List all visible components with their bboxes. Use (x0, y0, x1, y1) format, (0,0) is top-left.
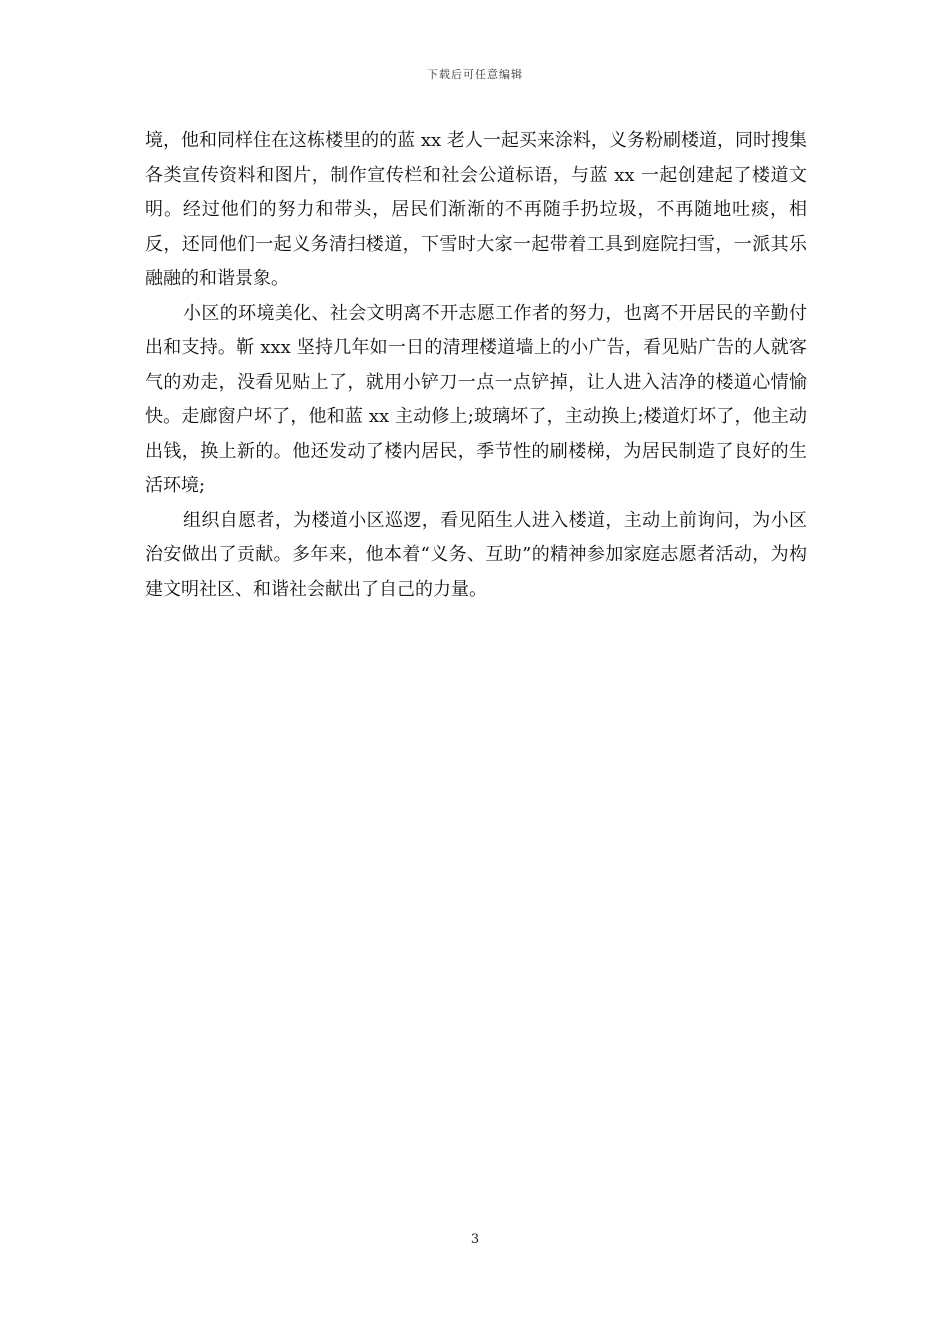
paragraph-volunteer-patrol: 组织自愿者，为楼道小区巡逻，看见陌生人进入楼道，主动上前询问，为小区治安做出了贡献。多年来，他本着“义务、互助”的精神参加家庭志愿者活动，为构建文明社区、和谐社会献出了自己的力量。 (145, 509, 807, 600)
page-number: 3 (470, 1232, 480, 1247)
header-note: 下载后可任意编辑 (427, 68, 523, 81)
document-body (145, 124, 807, 607)
paragraph-continuation: 境，他和同样住在这栋楼里的的蓝 xx 老人一起买来涂料，义务粉刷楼道，同时搜集各类宣传资料和图片，制作宣传栏和社会公道标语，与蓝 xx 一起创建起了楼道文明。经过他们的努力和带头，居民们渐渐的不再随手扔垃圾，不再随地吐痰，相反，还同他们一起义务清扫楼道，下雪时大家一起带着工具到庭院扫雪，一派其乐融融的和谐景象。 (145, 130, 807, 289)
paragraph-community-civility: 小区的环境美化、社会文明离不开志愿工作者的努力，也离不开居民的辛勤付出和支持。靳 xxx 坚持几年如一日的清理楼道墙上的小广告，看见贴广告的人就客气的劝走，没看见贴上了，就用小铲刀一点一点铲掉，让人进入洁净的楼道心情愉快。走廊窗户坏了，他和蓝 xx 主动修上;玻璃坏了，主动换上;楼道灯坏了，他主动出钱，换上新的。他还发动了楼内居民，季节性的刷楼梯，为居民制造了良好的生活环境; (145, 302, 807, 496)
